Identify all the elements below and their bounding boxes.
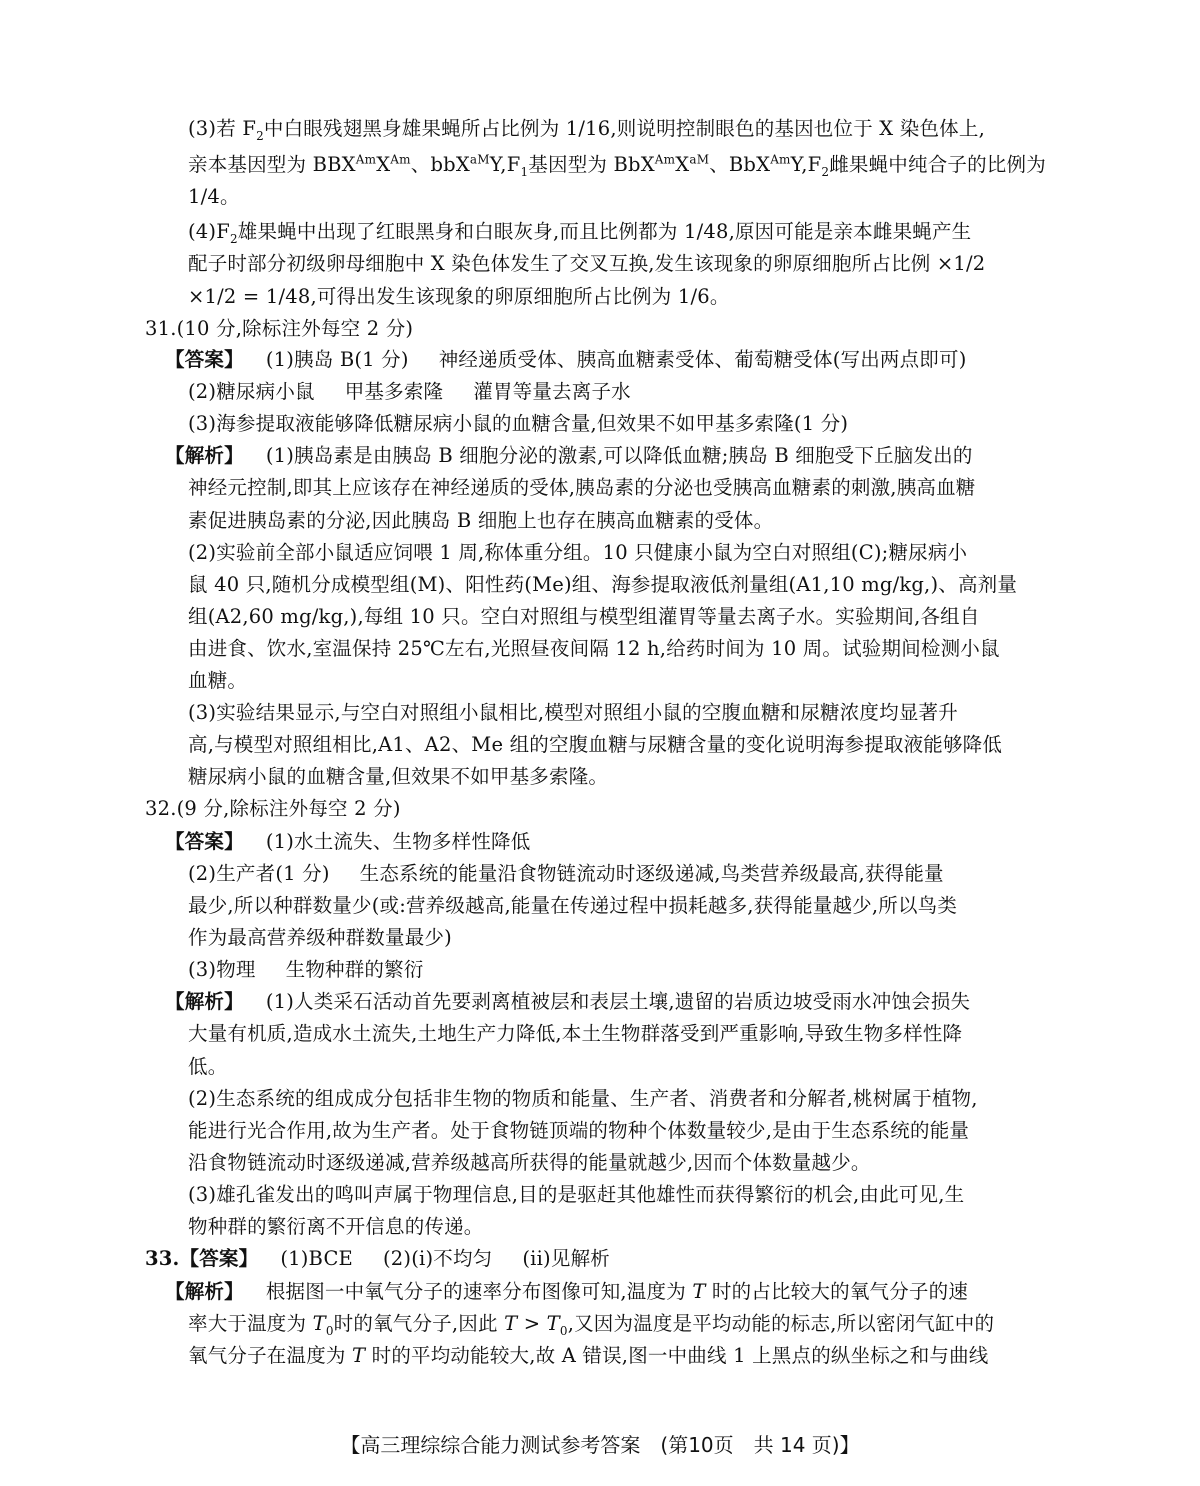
text-line: 1/4。 bbox=[188, 185, 240, 208]
text-line: ×1/2 = 1/48,可得出发生该现象的卵原细胞所占比例为 1/6。 bbox=[188, 285, 730, 308]
text-line: 素促进胰岛素的分泌,因此胰岛 B 细胞上也存在胰高血糖素的受体。 bbox=[188, 509, 774, 532]
text-line: 由进食、饮水,室温保持 25℃左右,光照昼夜间隔 12 h,给药时间为 10 周。试验期间检测小鼠 bbox=[188, 637, 1000, 660]
text-line: (2)实验前全部小鼠适应饲喂 1 周,称体重分组。10 只健康小鼠为空白对照组(C);糖尿病小 bbox=[188, 541, 968, 564]
text-line: 配子时部分初级卵母细胞中 X 染色体发生了交叉互换,发生该现象的卵原细胞所占比例 ×1/2 bbox=[188, 252, 986, 275]
text-line: (2)糖尿病小鼠 甲基多索隆 灌胃等量去离子水 bbox=[188, 380, 631, 403]
text-line: 作为最高营养级种群数量最少) bbox=[188, 926, 452, 949]
text-line: (3)雄孔雀发出的鸣叫声属于物理信息,目的是驱赶其他雄性而获得繁衍的机会,由此可见,生 bbox=[188, 1183, 965, 1206]
text-line: 神经元控制,即其上应该存在神经递质的受体,胰岛素的分泌也受胰高血糖素的刺激,胰高血糖 bbox=[188, 476, 976, 499]
answer-line: 【答案】 (1)胰岛 B(1 分) 神经递质受体、胰高血糖素受体、葡萄糖受体(写出两点即可) bbox=[165, 348, 967, 371]
text-line: (3)实验结果显示,与空白对照组小鼠相比,模型对照组小鼠的空腹血糖和尿糖浓度均显著升 bbox=[188, 701, 958, 724]
question-31-heading: 31.(10 分,除标注外每空 2 分) bbox=[145, 317, 414, 340]
text-line: 亲本基因型为 $BBX^{Am}X^{Am}$、$bbX^{aM}Y,F_1$基因型为 $BbX^{Am}X^{aM}$、$BbX^{Am}Y,F_2$雌果蝇中纯合子的比例为 bbox=[188, 152, 1046, 179]
text-line: 能进行光合作用,故为生产者。处于食物链顶端的物种个体数量较少,是由于生态系统的能量 bbox=[188, 1119, 970, 1142]
answer-line: 【答案】 (1)水土流失、生物多样性降低 bbox=[165, 830, 531, 853]
text-line: 最少,所以种群数量少(或:营养级越高,能量在传递过程中损耗越多,获得能量越少,所以鸟类 bbox=[188, 894, 958, 917]
text-line: (3)物理 生物种群的繁衍 bbox=[188, 958, 424, 981]
analysis-line: 【解析】 根据图一中氧气分子的速率分布图像可知,温度为 T 时的占比较大的氧气分子的速 bbox=[165, 1280, 969, 1303]
text-line: $(4)F_2$雄果蝇中出现了红眼黑身和白眼灰身,而且比例都为 1/48,原因可能是亲本雌果蝇产生 bbox=[188, 220, 972, 246]
text-line: 低。 bbox=[188, 1055, 228, 1078]
text-line: 氧气分子在温度为 T 时的平均动能较大,故 A 错误,图一中曲线 1 上黑点的纵坐标之和与曲线 bbox=[188, 1344, 989, 1367]
text-line: 大量有机质,造成水土流失,土地生产力降低,本土生物群落受到严重影响,导致生物多样性降 bbox=[188, 1022, 963, 1045]
text-line: (3)若 $F_2$中白眼残翅黑身雄果蝇所占比例为 1/16,则说明控制眼色的基因也位于 X 染色体上, bbox=[188, 117, 985, 143]
text-line: 率大于温度为 $T_0$时的氧气分子,因此 $T > T_0$,又因为温度是平均动能的标志,所以密闭气缸中的 bbox=[188, 1312, 995, 1338]
text-line: 物种群的繁衍离不开信息的传递。 bbox=[188, 1215, 484, 1238]
text-line: (2)生产者(1 分) 生态系统的能量沿食物链流动时逐级递减,鸟类营养级最高,获得能量 bbox=[188, 862, 944, 885]
text-line: (3)海参提取液能够降低糖尿病小鼠的血糖含量,但效果不如甲基多索隆(1 分) bbox=[188, 412, 849, 435]
text-line: 组(A2,60 mg/kg,),每组 10 只。空白对照组与模型组灌胃等量去离子水。实验期间,各组自 bbox=[188, 605, 980, 628]
text-line: 高,与模型对照组相比,A1、A2、Me 组的空腹血糖与尿糖含量的变化说明海参提取液能够降低 bbox=[188, 733, 1003, 756]
question-33-answer: 33.【答案】 (1)BCE (2)(i)不均匀 (ii)见解析 bbox=[145, 1247, 610, 1270]
analysis-line: 【解析】 (1)胰岛素是由胰岛 B 细胞分泌的激素,可以降低血糖;胰岛 B 细胞受下丘脑发出的 bbox=[165, 444, 973, 467]
text-line: (2)生态系统的组成成分包括非生物的物质和能量、生产者、消费者和分解者,桃树属于植物, bbox=[188, 1087, 978, 1110]
analysis-line: 【解析】 (1)人类采石活动首先要剥离植被层和表层土壤,遗留的岩质边坡受雨水冲蚀会损失 bbox=[165, 990, 971, 1013]
text-line: 沿食物链流动时逐级递减,营养级越高所获得的能量就越少,因而个体数量越少。 bbox=[188, 1151, 871, 1174]
text-line: 糖尿病小鼠的血糖含量,但效果不如甲基多索隆。 bbox=[188, 765, 609, 788]
text-line: 血糖。 bbox=[188, 669, 248, 692]
question-32-heading: 32.(9 分,除标注外每空 2 分) bbox=[145, 797, 401, 820]
text-line: 鼠 40 只,随机分成模型组(M)、阳性药(Me)组、海参提取液低剂量组(A1,10 mg/kg,)、高剂量 bbox=[188, 573, 1018, 596]
page-footer: 【高三理综综合能力测试参考答案 (第10页 共 14 页)】 bbox=[340, 1433, 860, 1457]
